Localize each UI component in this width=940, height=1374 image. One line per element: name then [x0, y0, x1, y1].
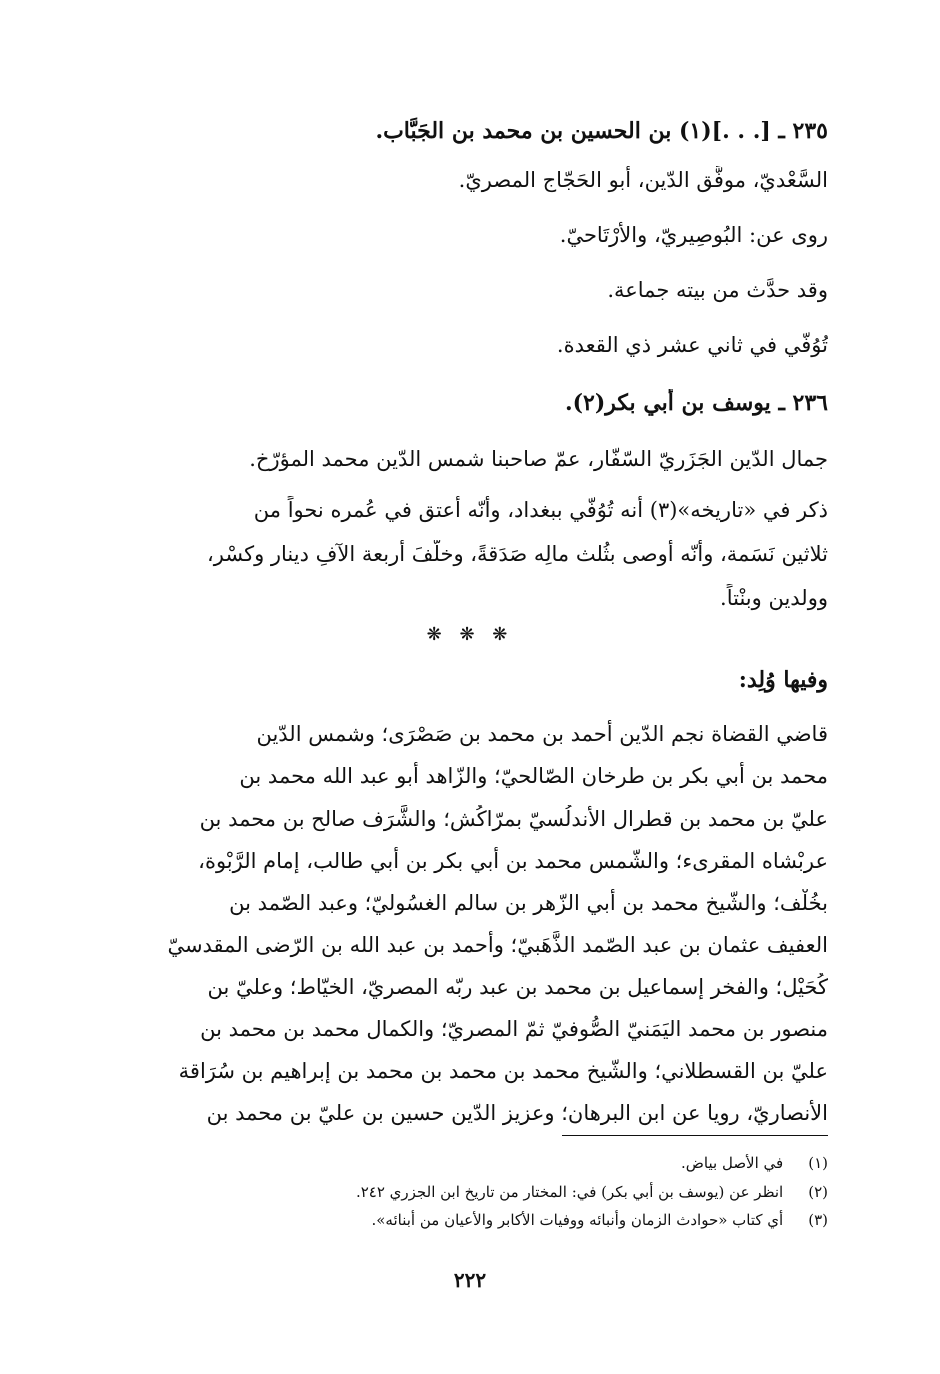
footnote-divider [562, 1135, 828, 1136]
births-line: العفيف عثمان بن عبد الصّمد الذَّهَبيّ؛ وأحمد بن عبد الله بن الرّضى المقدسيّ [167, 933, 828, 957]
entry-235-line: روى عن: البُوصِيريّ، والأَرْتَاحيّ. [559, 223, 828, 247]
footnote [110, 1211, 828, 1231]
footnote [110, 1183, 828, 1203]
entry-236-line: ذكر في «تاريخه»(٣) أنه تُوُفّي ببغداد، وأنّه أعتق في عُمره نحواً من [253, 498, 828, 522]
entry-236-line: ثلاثين نَسَمة، وأنّه أوصى بثُلث مالِه صَدَقةً، وخلّفَ أربعة الآفِ دينار وكسْر، [206, 542, 828, 566]
footnote-text: في الأصل بياض. [681, 1154, 784, 1172]
footnote-text: انظر عن (يوسف بن أبي بكر) في: المختار من تاريخ ابن الجزري ٢٤٢. [355, 1183, 784, 1201]
births-line: منصور بن محمد اليَمَنيّ الصُّوفيّ ثمّ المصريّ؛ والكمال محمد بن محمد بن [200, 1017, 828, 1041]
entry-236-heading: ٢٣٦ ـ يوسف بن أبي بكر(٢). [564, 390, 828, 416]
entry-236-line: جمال الدّين الجَزَريّ السّفّار، عمّ صاحبنا شمس الدّين محمد المؤرّخ. [249, 447, 828, 471]
births-line: عليّ بن محمد بن قطرال الأندلُسيّ بمرّاكُش؛ والشَّرَف صالح بن محمد بن [199, 807, 828, 831]
page-number: ٢٢٢ [453, 1268, 487, 1292]
births-line: بخُلْف؛ والشّيخ محمد بن أبي الزّهر بن سالم الغسُوليّ؛ وعبد الصّمد بن [229, 891, 828, 915]
footnote [110, 1154, 828, 1174]
births-line: كُحَيْل؛ والفخر إسماعيل بن محمد بن عبد ربّه المصريّ، الخيّاط؛ وعليّ بن [207, 975, 828, 999]
footnote-number: (٣) [808, 1211, 828, 1229]
births-line: عليّ بن القسطلاني؛ والشّيخ محمد بن محمد بن محمد بن إبراهيم بن سُرَاقة [178, 1059, 828, 1083]
births-line: قاضي القضاة نجم الدّين أحمد بن محمد بن صَصْرَى؛ وشمس الدّين [256, 722, 828, 746]
footnote-text: أي كتاب «حوادث الزمان وأنبائه ووفيات الأكابر والأعيان من أبنائه». [371, 1211, 784, 1229]
births-heading: وفيها وُلِد: [738, 667, 828, 693]
entry-236-line: وولدين وبنْتاً. [720, 586, 828, 610]
footnote-number: (٢) [808, 1183, 828, 1201]
footnote-number: (١) [808, 1154, 828, 1172]
section-separator: ❋ ❋ ❋ [426, 624, 514, 645]
entry-235-heading: ٢٣٥ ـ [. . .](١) بن الحسين بن محمد بن الجَبَّاب. [375, 118, 828, 144]
births-line: الأنصاريّ، رويا عن ابن البرهان؛ وعزيز الدّين حسين بن عليّ بن محمد بن [206, 1101, 828, 1125]
entry-235-line: وقد حدَّث من بيته جماعة. [607, 278, 828, 302]
births-line: عربْشاه المقرىء؛ والشّمس محمد بن أبي بكر بن أبي طالب، إمام الرَّبْوة، [198, 849, 828, 873]
entry-235-line: تُوُفّي في ثاني عشر ذي القعدة. [556, 333, 828, 357]
births-line: محمد بن أبي بكر بن طرخان الصّالحيّ؛ والزّاهد أبو عبد الله محمد بن [239, 764, 828, 788]
entry-235-line: السَّعْديّ، موفَّق الدّين، أبو الحَجّاج المصريّ. [458, 168, 828, 192]
